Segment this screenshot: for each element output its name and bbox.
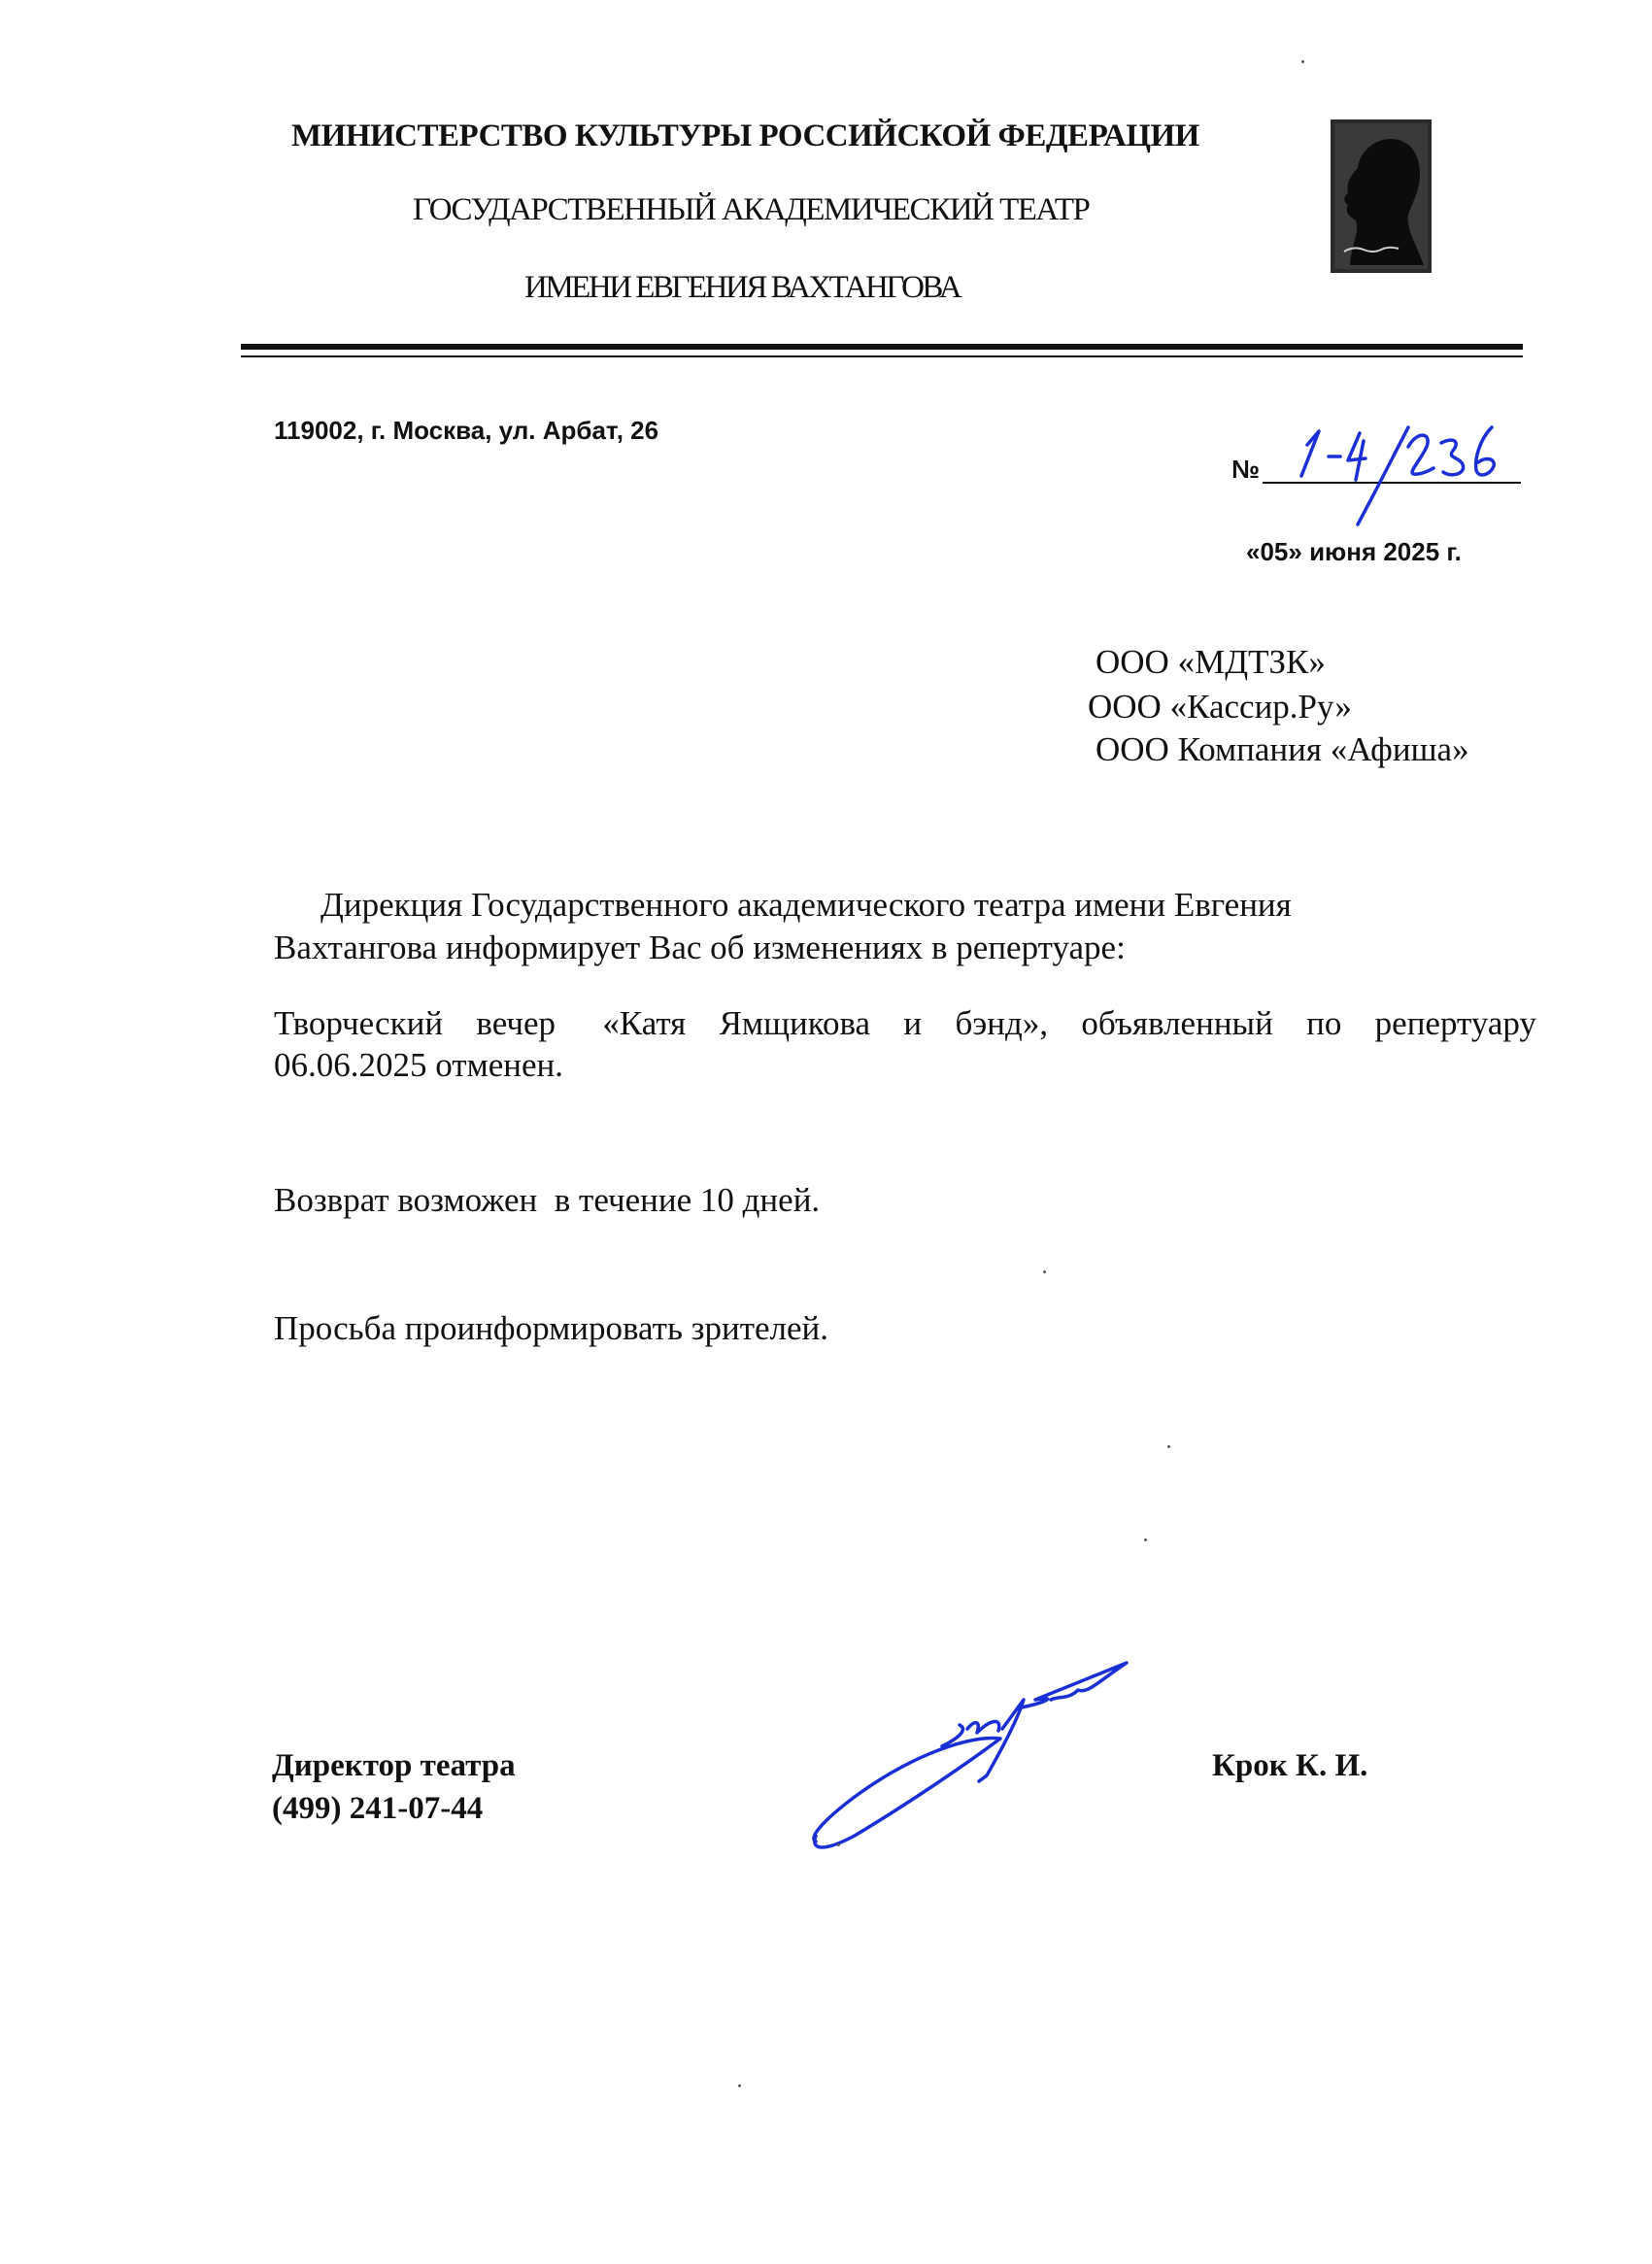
handwritten-document-number	[1263, 420, 1525, 526]
signatory-title: Директор театра	[272, 1748, 516, 1783]
recipient-2: ООО «Кассир.Ру»	[1088, 688, 1352, 726]
word: бэнд»,	[955, 1004, 1049, 1042]
header-rule-thick	[241, 344, 1523, 350]
theatre-name-line2: ИМЕНИ ЕВГЕНИЯ ВАХТАНГОВА	[524, 270, 961, 305]
document-number-label: №	[1231, 455, 1260, 484]
word: по	[1306, 1004, 1342, 1042]
scan-speck	[837, 1843, 840, 1846]
theatre-name-line1: ГОСУДАРСТВЕННЫЙ АКАДЕМИЧЕСКИЙ ТЕАТР	[413, 192, 1090, 227]
document-date: «05» июня 2025 г.	[1246, 537, 1462, 566]
paragraph-refund: Возврат возможен в течение 10 дней.	[274, 1181, 821, 1219]
paragraph-request: Просьба проинформировать зрителей.	[274, 1309, 829, 1347]
word: «Катя	[602, 1004, 687, 1042]
paragraph-intro-line1: Дирекция Государственного академического театра имени Евгения	[320, 886, 1292, 924]
word: Ямщикова	[719, 1004, 871, 1042]
word: вечер	[476, 1004, 556, 1042]
handwritten-signature	[796, 1661, 1146, 1855]
recipient-1: ООО «МДТЗК»	[1096, 643, 1326, 681]
word: репертуару	[1374, 1004, 1536, 1042]
scan-speck	[1167, 1445, 1170, 1448]
paragraph-intro-line2: Вахтангова информирует Вас об изменениях в репертуаре:	[274, 929, 1126, 966]
header-rule-thin	[241, 355, 1523, 357]
ministry-heading: МИНИСТЕРСТВО КУЛЬТУРЫ РОССИЙСКОЙ ФЕДЕРАЦИИ	[291, 118, 1199, 153]
paragraph-cancellation-line2: 06.06.2025 отменен.	[274, 1046, 564, 1084]
scan-speck	[1301, 60, 1304, 63]
scan-speck	[738, 2084, 741, 2087]
word: и	[903, 1004, 923, 1042]
signatory-name: Крок К. И.	[1212, 1748, 1368, 1783]
scan-speck	[1144, 1538, 1147, 1541]
paragraph-cancellation-line1	[274, 1004, 1536, 1043]
word: Творческий	[274, 1004, 444, 1042]
recipient-3: ООО Компания «Афиша»	[1096, 730, 1469, 768]
signatory-phone: (499) 241-07-44	[272, 1791, 484, 1826]
scan-speck	[1043, 1270, 1046, 1273]
theatre-address: 119002, г. Москва, ул. Арбат, 26	[274, 416, 659, 445]
profile-silhouette-icon	[1331, 119, 1432, 273]
word: объявленный	[1081, 1004, 1273, 1042]
